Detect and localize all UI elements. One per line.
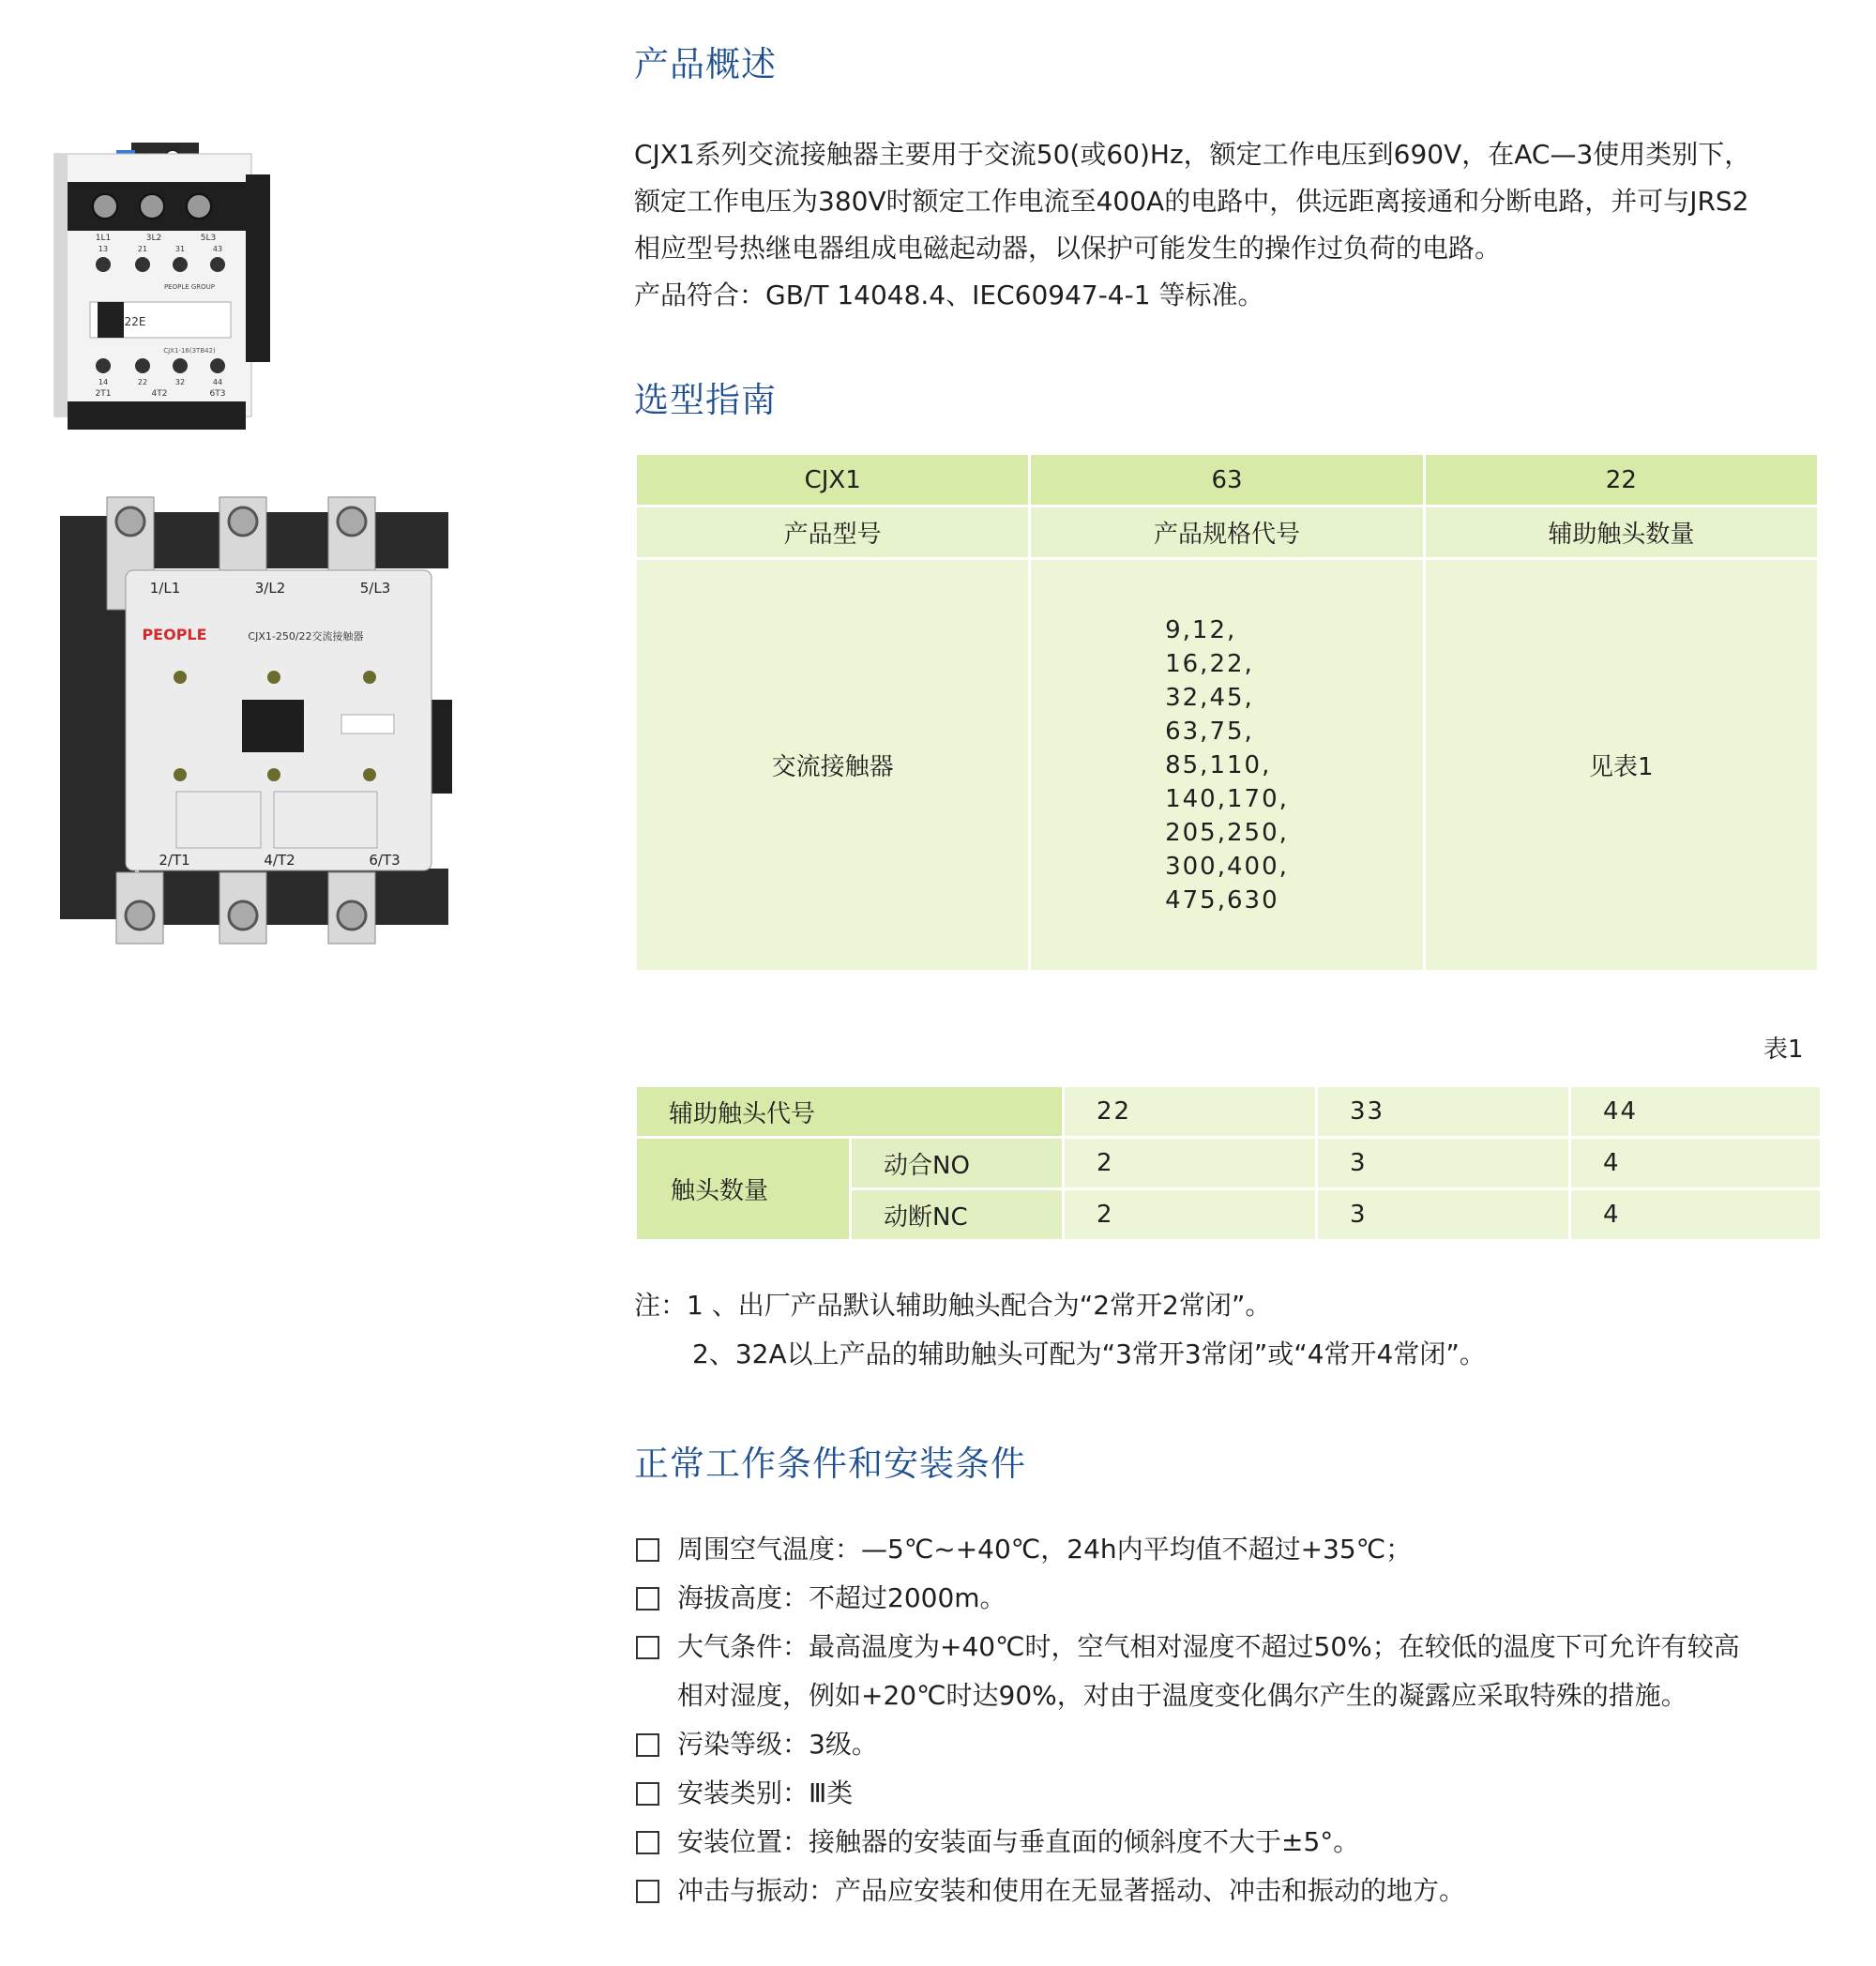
small-indicator-label: 22E — [124, 315, 146, 328]
nc-label: 动断NC — [851, 1189, 1064, 1241]
small-model-label: CJX1-16(3TB42) — [163, 347, 216, 355]
small-terminal-label: 4T2 — [151, 389, 168, 399]
checkbox-icon — [636, 1538, 659, 1562]
aux-code-value: 44 — [1570, 1086, 1822, 1138]
condition-item — [634, 1574, 1853, 1623]
large-contactor-image — [54, 493, 452, 947]
model-header-cell: 产品型号 — [636, 507, 1030, 559]
condition-text: 周围空气温度：—5℃~+40℃，24h内平均值不超过+35℃； — [677, 1534, 1413, 1565]
spec-item: 140,170, — [1165, 784, 1289, 813]
selection-table — [634, 452, 1820, 973]
product-name-cell: 交流接触器 — [636, 559, 1030, 972]
table-caption: 表1 — [1763, 1036, 1804, 1064]
condition-item — [634, 1720, 1853, 1769]
small-brand-label: PEOPLE GROUP — [163, 283, 216, 291]
aux-code-value: 33 — [1317, 1086, 1570, 1138]
no-label: 动合NO — [851, 1138, 1064, 1189]
conditions-heading: 正常工作条件和安装条件 — [634, 1444, 1026, 1484]
spec-code-cell: 63 — [1030, 454, 1424, 507]
small-aux-label: 14 — [98, 378, 109, 386]
condition-item — [634, 1769, 1853, 1818]
small-aux-label: 43 — [212, 245, 223, 253]
conditions-list — [634, 1525, 1853, 1915]
small-aux-label: 31 — [174, 245, 186, 253]
small-terminal-label: 6T3 — [209, 389, 226, 399]
model-code-cell: CJX1 — [636, 454, 1030, 507]
small-aux-label: 44 — [212, 378, 223, 386]
checkbox-icon — [636, 1782, 659, 1806]
aux-code-value: 22 — [1064, 1086, 1317, 1138]
aux-header-cell: 辅助触头数量 — [1424, 507, 1818, 559]
small-aux-label: 13 — [98, 245, 109, 253]
no-value: 3 — [1317, 1138, 1570, 1189]
checkbox-icon — [636, 1880, 659, 1903]
nc-value: 3 — [1317, 1189, 1570, 1241]
small-terminal-label: 3L2 — [145, 234, 162, 243]
condition-item — [634, 1867, 1853, 1915]
spec-item: 9,12, — [1165, 615, 1237, 644]
overview-line: 额定工作电压为380V时额定工作电流至400A的电路中，供远距离接通和分断电路，并可与JRS2 — [634, 186, 1749, 217]
notes — [634, 1281, 1486, 1379]
checkbox-icon — [636, 1636, 659, 1659]
condition-text: 大气条件：最高温度为+40℃时，空气相对湿度不超过50%；在较低的温度下可允许有较高 — [677, 1631, 1740, 1662]
aux-contact-table — [634, 1084, 1823, 1242]
large-terminal-label: 2/T1 — [159, 852, 190, 869]
small-contactor-image — [49, 131, 274, 437]
large-terminal-label: 4/T2 — [264, 852, 295, 869]
condition-text: 海拔高度：不超过2000m。 — [677, 1582, 1006, 1613]
small-terminal-label: 2T1 — [95, 389, 112, 399]
spec-list — [1165, 613, 1289, 917]
spec-item: 85,110, — [1165, 750, 1272, 779]
no-value: 4 — [1570, 1138, 1822, 1189]
nc-value: 4 — [1570, 1189, 1822, 1241]
checkbox-icon — [636, 1733, 659, 1757]
large-terminal-label: 3/L2 — [254, 580, 286, 597]
spec-item: 475,630 — [1165, 885, 1279, 915]
checkbox-icon — [636, 1831, 659, 1854]
no-value: 2 — [1064, 1138, 1317, 1189]
condition-text: 安装位置：接触器的安装面与垂直面的倾斜度不大于±5°。 — [677, 1826, 1360, 1857]
aux-ref-cell: 见表1 — [1424, 559, 1818, 972]
spec-item: 63,75, — [1165, 717, 1254, 746]
large-terminal-label: 6/T3 — [369, 852, 401, 869]
condition-text: 污染等级：3级。 — [677, 1729, 878, 1760]
large-model-label: CJX1-250/22交流接触器 — [248, 630, 364, 643]
small-aux-label: 32 — [174, 378, 186, 386]
overview-text — [634, 131, 1844, 319]
checkbox-icon — [636, 1587, 659, 1611]
overview-heading: 产品概述 — [634, 44, 777, 84]
aux-code-cell: 22 — [1424, 454, 1818, 507]
condition-continuation — [634, 1671, 1853, 1720]
nc-value: 2 — [1064, 1189, 1317, 1241]
spec-header-cell: 产品规格代号 — [1030, 507, 1424, 559]
small-aux-label: 22 — [137, 378, 148, 386]
small-aux-label: 21 — [137, 245, 148, 253]
condition-text: 冲击与振动：产品应安装和使用在无显著摇动、冲击和振动的地方。 — [677, 1875, 1466, 1906]
contact-count-label: 触头数量 — [636, 1138, 851, 1241]
condition-text: 安装类别：Ⅲ类 — [677, 1777, 854, 1808]
condition-item — [634, 1525, 1853, 1574]
condition-item — [634, 1623, 1853, 1671]
spec-item: 16,22, — [1165, 649, 1254, 678]
spec-item: 300,400, — [1165, 852, 1289, 881]
small-terminal-label: 5L3 — [200, 234, 217, 243]
large-terminal-label: 1/L1 — [149, 580, 181, 597]
aux-code-label: 辅助触头代号 — [636, 1086, 1064, 1138]
large-terminal-label: 5/L3 — [359, 580, 391, 597]
overview-line: 相应型号热继电器组成电磁起动器，以保护可能发生的操作过负荷的电路。 — [634, 233, 1502, 264]
large-brand-label: PEOPLE — [142, 626, 207, 643]
note-line: 注：1 、出厂产品默认辅助触头配合为“2常开2常闭”。 — [634, 1290, 1272, 1321]
overview-line: 产品符合：GB/T 14048.4、IEC60947-4-1 等标准。 — [634, 280, 1264, 310]
selection-heading: 选型指南 — [634, 380, 777, 420]
spec-item: 205,250, — [1165, 818, 1289, 847]
spec-list-cell — [1030, 559, 1424, 972]
condition-item — [634, 1818, 1853, 1867]
small-terminal-label: 1L1 — [95, 234, 112, 243]
spec-item: 32,45, — [1165, 683, 1254, 712]
overview-line: CJX1系列交流接触器主要用于交流50(或60)Hz，额定工作电压到690V，在AC—3使用类别下， — [634, 139, 1751, 170]
note-line: 2、32A以上产品的辅助触头可配为“3常开3常闭”或“4常开4常闭”。 — [692, 1338, 1486, 1369]
condition-text: 相对湿度，例如+20℃时达90%，对由于温度变化偶尔产生的凝露应采取特殊的措施。 — [677, 1680, 1687, 1711]
